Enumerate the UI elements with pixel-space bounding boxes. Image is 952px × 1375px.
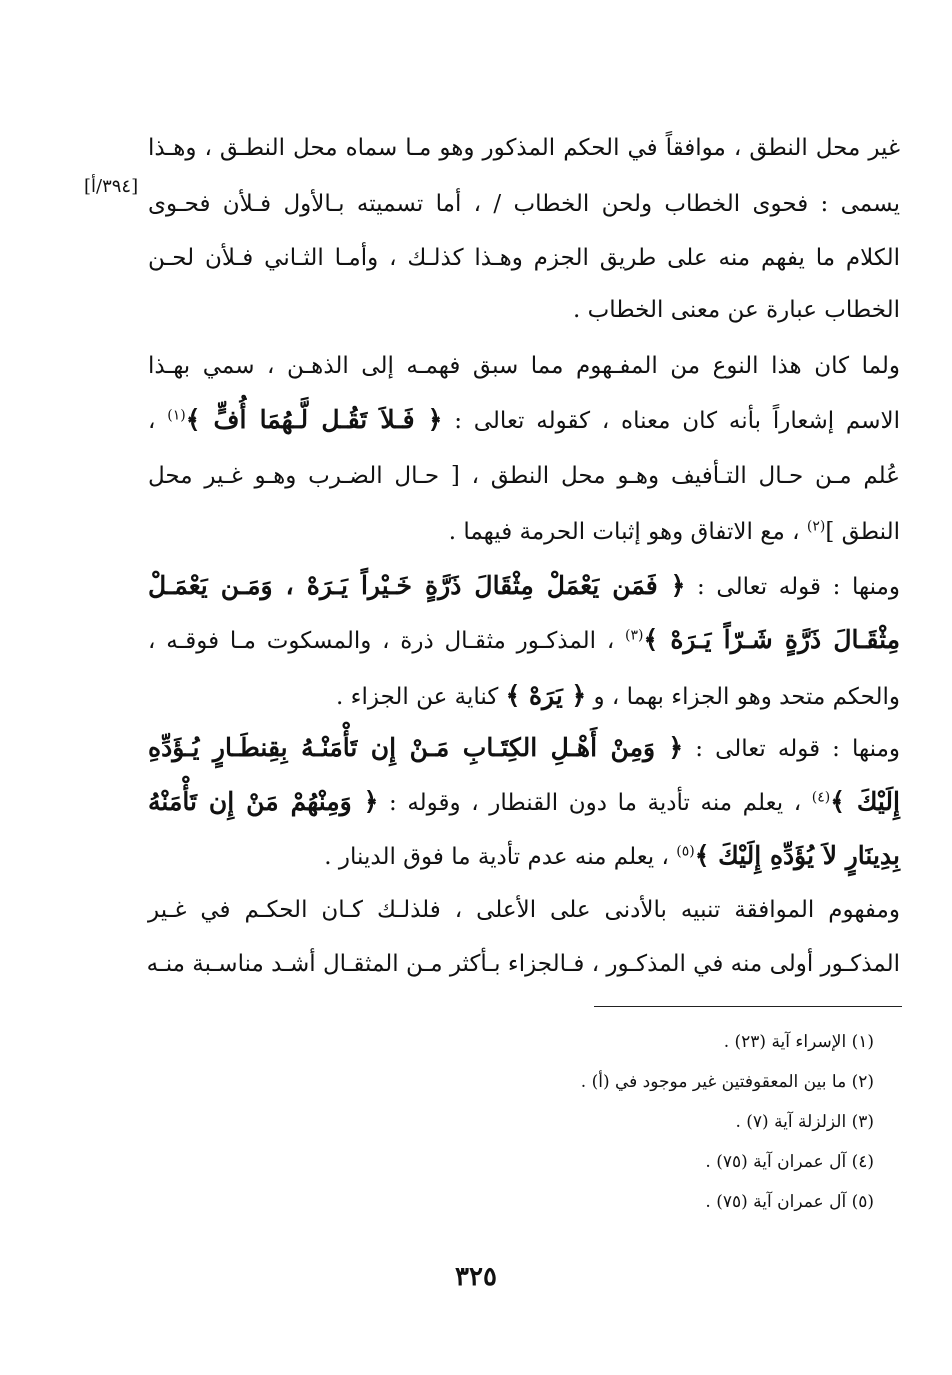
text-line [148,346,900,386]
text-run: ولما كان هذا النوع من المفـهوم مما سبق فهمـه إلى الذهـن ، سمي بهـذا [148,353,900,379]
text-line [148,128,900,168]
text-line [148,456,900,496]
footnote: (٥) آل عمران آية (٧٥) . [705,1192,874,1212]
page-number: ٣٢٥ [455,1262,497,1292]
text-line [148,290,900,330]
text-run: والحكم متحد وهو الجزاء بهما ، و [586,684,900,710]
quran-quote: مِثْقَـالَ ذَرَّةٍ شَـرّاً يَـرَهْ ﴾ [643,625,901,654]
quran-quote: ﴿ فَمَن يَعْمَلْ مِثْقَالَ ذَرَّةٍ خَـيْراً يَـرَهْ ، وَمَـن يَعْمَـلْ [148,571,686,600]
text-line [148,944,900,984]
footnote: (١) الإسراء آية (٢٣) . [723,1032,874,1052]
text-run: كناية عن الجزاء . [336,684,506,710]
text-run: ومنها : قوله تعالى : [685,574,900,600]
text-run: ، يعلم منه عدم تأدية ما فوق الدينار . [324,844,677,870]
text-run: الاسم إشعاراً بأنه كان معناه ، كقوله تعالى : [442,408,901,434]
margin-folio-reference: [٣٩٤/أ] [84,176,139,197]
text-line [148,620,900,660]
footnote-marker: (٢) [806,518,826,535]
text-line [148,782,900,822]
text-run: ، يعلم منه تأدية ما دون القنطار ، وقوله : [378,790,812,816]
text-run: غير محل النطق ، موافقاً في الحكم المذكور وهو مـا سماه محل النطـق ، وهـذا [148,135,900,161]
text-run: ، [148,408,168,434]
text-line [148,890,900,930]
footnote: (٤) آل عمران آية (٧٥) . [705,1152,874,1172]
footnote-marker: (١) [167,407,186,424]
footnote: (٣) الزلزلة آية (٧) . [735,1112,874,1132]
text-run: عُلم مـن حـال التـأفيف وهـو محل النطق ، [ حـال الضـرب وهـو غـير محل [148,463,900,489]
footnote-separator [594,1006,902,1007]
text-run: ، مع الاتفاق وهو إثبات الحرمة فيهما . [448,519,807,545]
quran-quote: ﴿ وَمِنْهُمْ مَنْ إِن تَأْمَنْهُ [148,787,379,816]
footnote-marker: (٥) [676,843,695,860]
footnote-marker: (٣) [625,627,644,644]
text-line [148,184,900,224]
text-line [148,512,900,552]
quran-quote: إِلَيْكَ ﴾ [830,787,900,816]
text-run: ، المذكـور مثقـال ذرة ، والمسكوت مـا فوقـه ، [148,628,626,654]
quran-quote: ﴿ يَرَهْ ﴾ [505,681,587,710]
text-run: النطق ] [825,519,900,545]
text-line [148,400,900,440]
text-line [148,728,900,768]
quran-quote: ﴿ وَمِنْ أَهْـلِ الكِتَـابِ مَـنْ إِن تَأْمَنْـهُ بِقِنطَـارٍ يُـؤَدِّهِ [148,733,684,762]
footnote: (٢) ما بين المعقوفتين غير موجود في (أ) . [580,1072,874,1092]
text-line [148,676,900,716]
text-run: ومفهوم الموافقة تنبيه بالأدنى على الأعلى ، فلذلـك كـان الحكـم في غـير [148,897,900,923]
text-line [148,566,900,606]
text-line [148,238,900,278]
text-run: يسمى : فحوى الخطاب ولحن الخطاب / ، أما تسميته بـالأول فـلأن فحـوى [148,191,900,217]
quran-quote: ﴿ فَـلاَ تَقُـل لَّـهُمَا أُفٍّ ﴾ [185,405,443,434]
footnote-marker: (٤) [811,789,831,806]
text-run: الكلام ما يفهم منه على طريق الجزم وهـذا كذلـك ، وأمـا الثـاني فـلأن لحـن [148,245,900,271]
text-run: ومنها : قوله تعالى : [683,736,900,762]
text-run: المذكـور أولى منه في المذكـور ، فـالجزاء بـأكثر مـن المثقـال أشـد مناسـبة منـه [146,951,900,977]
text-line [148,836,900,876]
quran-quote: بِدِينَارٍ لاَ يُؤَدِّهِ إِلَيْكَ ﴾ [694,841,900,870]
text-run: الخطاب عبارة عن معنى الخطاب . [573,297,900,323]
